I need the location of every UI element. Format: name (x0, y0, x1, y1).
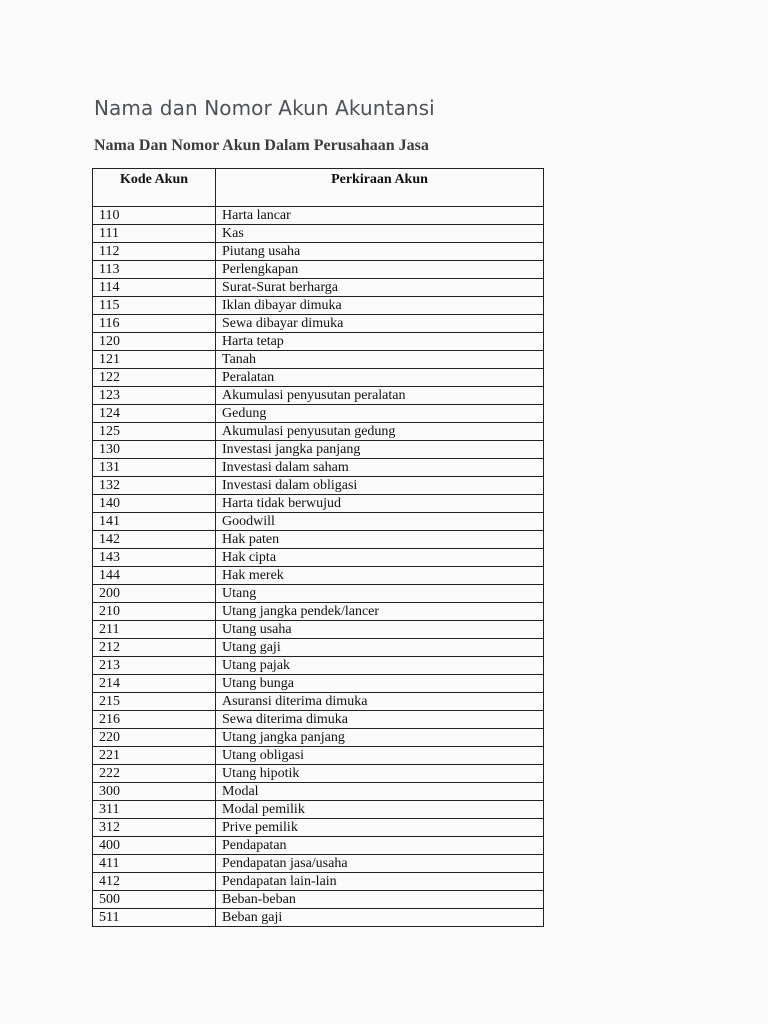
table-row (93, 387, 544, 405)
account-name-cell: Goodwill (216, 513, 544, 531)
account-name-cell: Prive pemilik (216, 819, 544, 837)
account-code-cell: 200 (93, 585, 216, 603)
account-code-cell: 411 (93, 855, 216, 873)
table-row (93, 765, 544, 783)
account-code-cell: 116 (93, 315, 216, 333)
account-name-cell: Modal (216, 783, 544, 801)
account-code-cell: 221 (93, 747, 216, 765)
table-row (93, 855, 544, 873)
account-code-cell: 122 (93, 369, 216, 387)
page-title: Nama dan Nomor Akun Akuntansi (94, 96, 435, 120)
account-code-cell: 123 (93, 387, 216, 405)
table-row (93, 531, 544, 549)
table-row (93, 657, 544, 675)
account-name-cell: Utang bunga (216, 675, 544, 693)
account-code-cell: 114 (93, 279, 216, 297)
account-name-cell: Utang gaji (216, 639, 544, 657)
account-name-cell: Investasi dalam saham (216, 459, 544, 477)
account-name-cell: Utang hipotik (216, 765, 544, 783)
table-row (93, 909, 544, 927)
table-row (93, 279, 544, 297)
account-code-cell: 125 (93, 423, 216, 441)
account-name-cell: Kas (216, 225, 544, 243)
account-name-cell: Hak merek (216, 567, 544, 585)
account-code-cell: 211 (93, 621, 216, 639)
table-row (93, 747, 544, 765)
table-row (93, 333, 544, 351)
account-code-cell: 215 (93, 693, 216, 711)
account-code-cell: 113 (93, 261, 216, 279)
account-code-cell: 222 (93, 765, 216, 783)
account-code-cell: 511 (93, 909, 216, 927)
account-name-cell: Beban-beban (216, 891, 544, 909)
table-row (93, 693, 544, 711)
table-row (93, 369, 544, 387)
table-row (93, 639, 544, 657)
account-code-cell: 120 (93, 333, 216, 351)
account-name-cell: Pendapatan lain-lain (216, 873, 544, 891)
account-name-cell: Surat-Surat berharga (216, 279, 544, 297)
table-row (93, 459, 544, 477)
table-row (93, 207, 544, 225)
table-row (93, 549, 544, 567)
account-name-cell: Utang obligasi (216, 747, 544, 765)
table-row (93, 603, 544, 621)
table-row (93, 711, 544, 729)
table-row (93, 801, 544, 819)
header-kode-akun: Kode Akun (93, 169, 216, 207)
account-code-cell: 141 (93, 513, 216, 531)
account-name-cell: Pendapatan jasa/usaha (216, 855, 544, 873)
account-code-cell: 216 (93, 711, 216, 729)
account-name-cell: Pendapatan (216, 837, 544, 855)
table-row (93, 225, 544, 243)
account-name-cell: Investasi dalam obligasi (216, 477, 544, 495)
account-code-cell: 111 (93, 225, 216, 243)
table-row (93, 621, 544, 639)
account-code-cell: 144 (93, 567, 216, 585)
account-code-cell: 300 (93, 783, 216, 801)
table-row (93, 405, 544, 423)
account-name-cell: Perlengkapan (216, 261, 544, 279)
table-row (93, 423, 544, 441)
account-name-cell: Utang jangka panjang (216, 729, 544, 747)
table-row (93, 819, 544, 837)
table-row (93, 495, 544, 513)
account-code-cell: 400 (93, 837, 216, 855)
account-name-cell: Iklan dibayar dimuka (216, 297, 544, 315)
account-code-cell: 121 (93, 351, 216, 369)
account-name-cell: Beban gaji (216, 909, 544, 927)
table-row (93, 585, 544, 603)
account-name-cell: Harta lancar (216, 207, 544, 225)
table-header-row (93, 169, 544, 207)
account-table (92, 168, 544, 927)
table-row (93, 261, 544, 279)
table-row (93, 351, 544, 369)
page-subtitle: Nama Dan Nomor Akun Dalam Perusahaan Jasa (94, 137, 429, 154)
account-name-cell: Modal pemilik (216, 801, 544, 819)
account-name-cell: Asuransi diterima dimuka (216, 693, 544, 711)
account-name-cell: Harta tetap (216, 333, 544, 351)
account-name-cell: Gedung (216, 405, 544, 423)
account-code-cell: 220 (93, 729, 216, 747)
table-row (93, 837, 544, 855)
table-row (93, 477, 544, 495)
account-code-cell: 311 (93, 801, 216, 819)
account-table-body (93, 207, 544, 927)
account-code-cell: 132 (93, 477, 216, 495)
account-code-cell: 131 (93, 459, 216, 477)
account-code-cell: 214 (93, 675, 216, 693)
account-code-cell: 130 (93, 441, 216, 459)
account-name-cell: Utang jangka pendek/lancer (216, 603, 544, 621)
account-code-cell: 210 (93, 603, 216, 621)
account-table-container (92, 168, 544, 927)
account-name-cell: Utang pajak (216, 657, 544, 675)
account-name-cell: Tanah (216, 351, 544, 369)
account-code-cell: 500 (93, 891, 216, 909)
table-row (93, 513, 544, 531)
account-code-cell: 213 (93, 657, 216, 675)
account-name-cell: Investasi jangka panjang (216, 441, 544, 459)
table-row (93, 729, 544, 747)
account-name-cell: Utang usaha (216, 621, 544, 639)
account-name-cell: Harta tidak berwujud (216, 495, 544, 513)
account-name-cell: Peralatan (216, 369, 544, 387)
table-row (93, 297, 544, 315)
account-code-cell: 124 (93, 405, 216, 423)
table-row (93, 783, 544, 801)
table-row (93, 891, 544, 909)
account-code-cell: 110 (93, 207, 216, 225)
account-name-cell: Hak cipta (216, 549, 544, 567)
account-name-cell: Utang (216, 585, 544, 603)
account-name-cell: Sewa diterima dimuka (216, 711, 544, 729)
account-code-cell: 412 (93, 873, 216, 891)
account-code-cell: 312 (93, 819, 216, 837)
account-code-cell: 140 (93, 495, 216, 513)
header-perkiraan-akun: Perkiraan Akun (216, 169, 544, 207)
table-row (93, 441, 544, 459)
account-name-cell: Hak paten (216, 531, 544, 549)
account-name-cell: Piutang usaha (216, 243, 544, 261)
table-row (93, 315, 544, 333)
account-code-cell: 112 (93, 243, 216, 261)
account-code-cell: 142 (93, 531, 216, 549)
account-code-cell: 143 (93, 549, 216, 567)
account-name-cell: Akumulasi penyusutan gedung (216, 423, 544, 441)
account-name-cell: Sewa dibayar dimuka (216, 315, 544, 333)
table-row (93, 243, 544, 261)
table-row (93, 873, 544, 891)
account-code-cell: 115 (93, 297, 216, 315)
account-code-cell: 212 (93, 639, 216, 657)
table-row (93, 675, 544, 693)
table-row (93, 567, 544, 585)
account-name-cell: Akumulasi penyusutan peralatan (216, 387, 544, 405)
